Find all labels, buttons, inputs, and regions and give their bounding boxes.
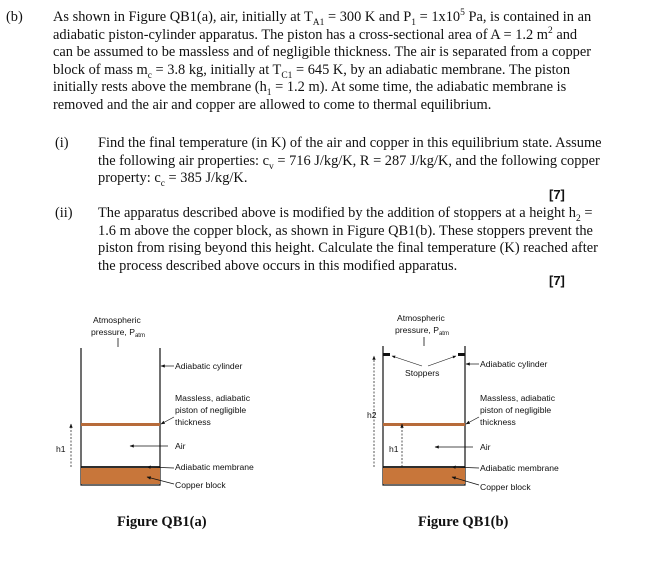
- fig-b-stoppers-label: Stoppers: [405, 368, 440, 378]
- fig-a-atm-label: Atmospheric: [93, 315, 141, 325]
- fig-b-stopper-right: [458, 353, 465, 356]
- fig-a-leader-piston: [161, 417, 174, 424]
- fig-b-leader-stopper-left: [392, 356, 422, 366]
- figure-a-caption: Figure QB1(a): [117, 514, 207, 530]
- fig-b-piston-label-2: piston of negligible: [480, 405, 552, 415]
- fig-a-piston: [81, 423, 160, 426]
- part-i-line-1: Find the final temperature (in K) of the air and copper in this equilibrium state. Assume: [98, 135, 602, 151]
- part-ii-line-2: 1.6 m above the copper block, as shown in Figure QB1(b). These stoppers prevent the: [98, 222, 593, 239]
- part-ii-marks: [7]: [549, 273, 565, 288]
- part-ii-line-1: The apparatus described above is modified by the addition of stoppers at a height $h_2$ =: [98, 205, 593, 224]
- fig-a-copper-label: Copper block: [175, 480, 226, 490]
- intro-line-4: block of mass $m_c = 3.8$ kg, initially at $T_{C1} = 645$ K, by an adiabatic membrane. The piston: [53, 61, 571, 81]
- part-i-line-3: property: $c_c = 385$ J/kg/K.: [98, 170, 248, 190]
- fig-b-air-label: Air: [480, 442, 491, 452]
- fig-b-piston-label-1: Massless, adiabatic: [480, 393, 555, 403]
- part-ii-label: (ii): [55, 205, 73, 221]
- fig-a-cylinder: [81, 348, 160, 485]
- fig-b-copper-block: [383, 468, 465, 484]
- fig-a-air-label: Air: [175, 441, 186, 451]
- part-ii-line-3: piston from rising beyond this height. Calculate the final temperature (K) reached after: [98, 240, 598, 257]
- part-i-label: (i): [55, 135, 69, 151]
- figure-b: [367, 313, 559, 492]
- fig-b-membrane-label: Adiabatic membrane: [480, 463, 559, 473]
- fig-b-leader-stopper-right: [428, 356, 456, 366]
- fig-b-leader-piston: [466, 417, 479, 424]
- figure-a: [56, 315, 254, 490]
- fig-a-h1-label: h1: [56, 444, 66, 454]
- fig-a-atm-label-2: pressure, $P_{atm}$: [91, 327, 145, 339]
- fig-b-h1-label: h1: [389, 444, 399, 454]
- intro-line-3: can be assumed to be massless and of negligible thickness. The air is separated from a copper: [53, 44, 592, 61]
- part-i-marks: [7]: [549, 187, 565, 202]
- fig-b-cylinder: [383, 346, 465, 485]
- fig-a-copper-block: [81, 468, 160, 484]
- fig-b-stopper-left: [383, 353, 390, 356]
- intro-line-5: initially rests above the membrane ($h_1 = 1.2$ m). At some time, the adiabatic membrane is: [53, 79, 567, 99]
- fig-b-h2-label: h2: [367, 410, 377, 420]
- question-label: (b): [6, 9, 23, 25]
- fig-a-piston-label-3: thickness: [175, 417, 211, 427]
- fig-b-atm-label: Atmospheric: [397, 313, 445, 323]
- fig-b-copper-label: Copper block: [480, 482, 531, 492]
- fig-b-piston-label-3: thickness: [480, 417, 516, 427]
- fig-a-membrane-label: Adiabatic membrane: [175, 462, 254, 472]
- fig-a-cylinder-label: Adiabatic cylinder: [175, 361, 243, 371]
- intro-line-2: adiabatic piston-cylinder apparatus. The piston has a cross-sectional area of A = 1.2 $m^2$ and: [53, 25, 578, 43]
- fig-b-piston: [383, 423, 465, 426]
- intro-line-6: removed and the air and copper are allowed to come to thermal equilibrium.: [53, 96, 492, 113]
- intro-line-1: As shown in Figure QB1(a), air, initially at $T_{A1} = 300$ K and $P_1 = 1x10^5$ Pa, is contained in an: [53, 8, 592, 28]
- figure-b-caption: Figure QB1(b): [418, 514, 509, 530]
- fig-b-cylinder-label: Adiabatic cylinder: [480, 359, 548, 369]
- fig-a-piston-label-2: piston of negligible: [175, 405, 247, 415]
- fig-b-atm-label-2: pressure, $P_{atm}$: [395, 325, 449, 337]
- fig-a-piston-label-1: Massless, adiabatic: [175, 393, 250, 403]
- part-ii-line-4: the process described above occurs in this modified apparatus.: [98, 257, 458, 274]
- part-i-line-2: the following air properties: $c_v = 716$ J/kg/K, R = 287 J/kg/K, and the following copper: [98, 152, 600, 172]
